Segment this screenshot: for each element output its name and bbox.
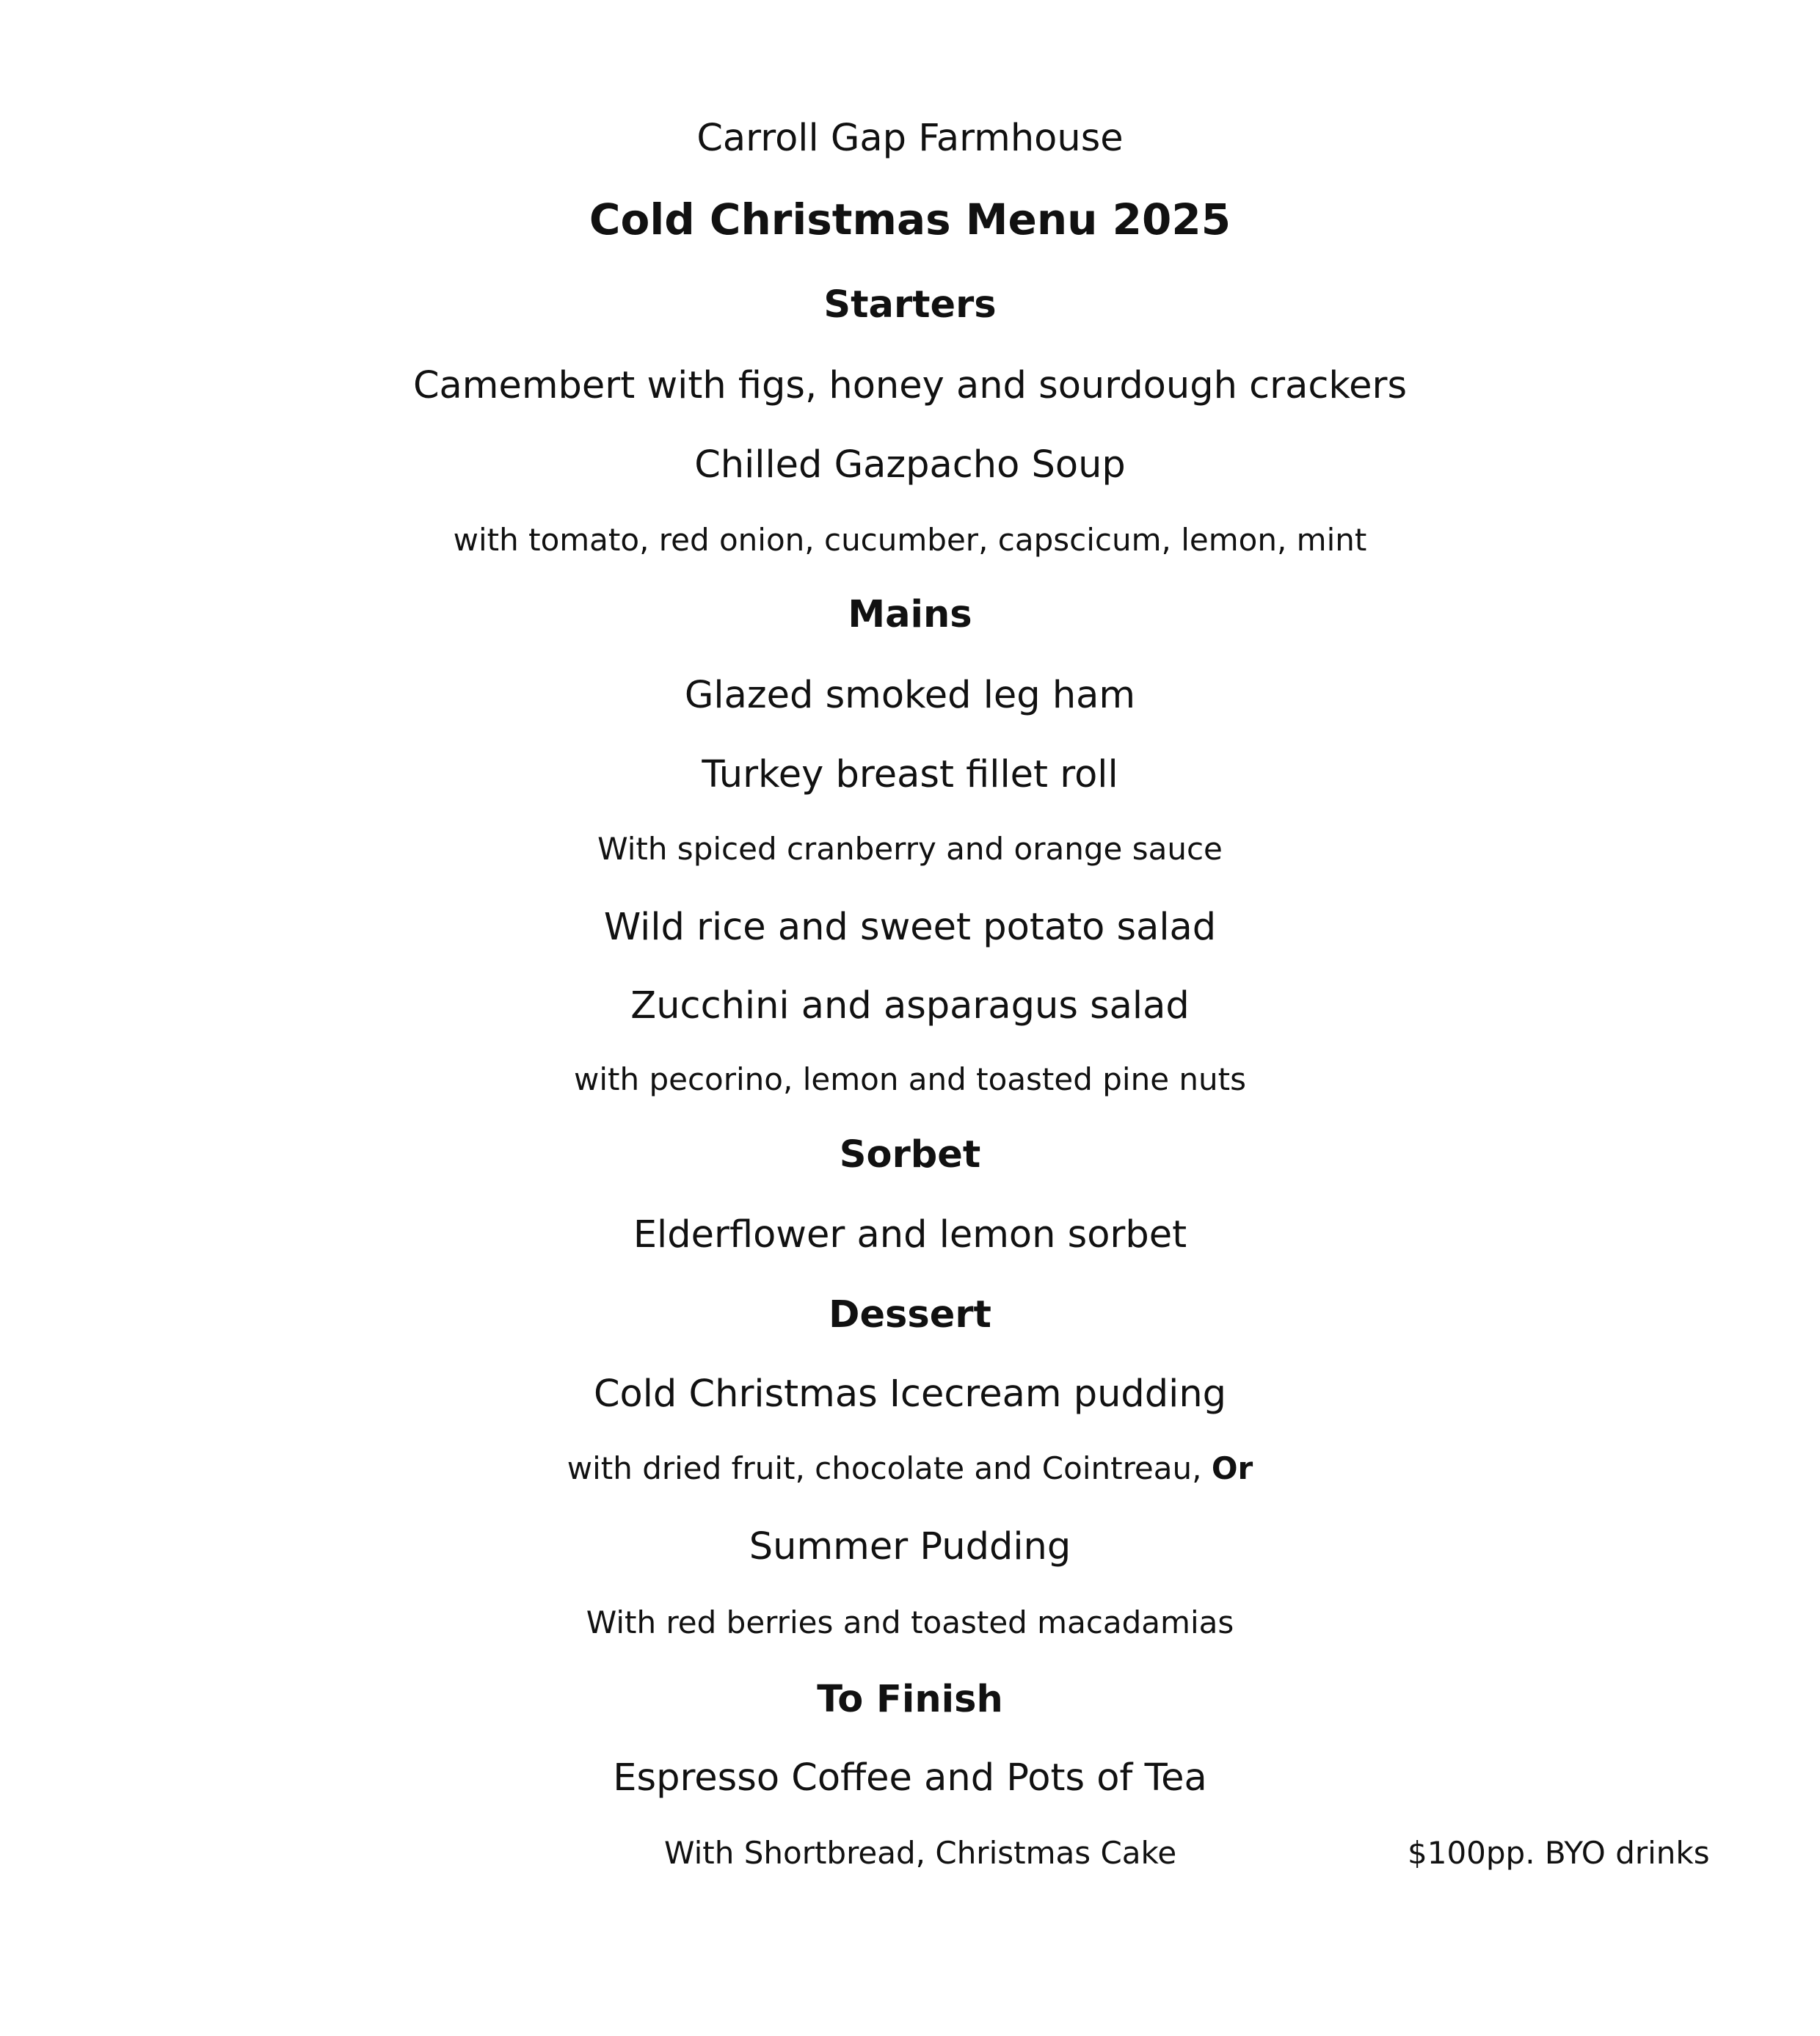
section-heading-to-finish: To Finish (817, 1678, 1003, 1721)
section-heading-mains: Mains (848, 593, 972, 636)
menu-item-wild-rice-salad: Wild rice and sweet potato salad (603, 906, 1217, 949)
section-heading-dessert: Dessert (829, 1293, 991, 1337)
menu-item-coffee-tea: Espresso Coffee and Pots of Tea (613, 1756, 1207, 1800)
menu-item-summer-pudding: Summer Pudding (749, 1525, 1071, 1568)
menu-item-summer-pudding-detail: With red berries and toasted macadamias (586, 1604, 1234, 1640)
section-heading-sorbet: Sorbet (839, 1133, 981, 1177)
menu-item-icecream-pudding-detail (0, 1450, 1820, 1486)
menu-item-coffee-tea-detail: With Shortbread, Christmas Cake (664, 1835, 1177, 1871)
menu-item-icecream-pudding: Cold Christmas Icecream pudding (593, 1373, 1227, 1416)
menu-item-gazpacho: Chilled Gazpacho Soup (694, 443, 1126, 487)
menu-item-turkey: Turkey breast fillet roll (702, 753, 1118, 796)
menu-item-camembert: Camembert with figs, honey and sourdough crackers (412, 364, 1408, 407)
venue-name: Carroll Gap Farmhouse (696, 117, 1124, 160)
menu-item-turkey-detail: With spiced cranberry and orange sauce (597, 831, 1223, 867)
menu-item-ham: Glazed smoked leg ham (684, 674, 1136, 717)
section-heading-starters: Starters (823, 283, 997, 327)
or-label: Or (1211, 1450, 1253, 1486)
price-note: $100pp. BYO drinks (1408, 1835, 1710, 1871)
menu-item-zucchini-detail: with pecorino, lemon and toasted pine nuts (574, 1061, 1246, 1097)
menu-title: Cold Christmas Menu 2025 (589, 194, 1231, 244)
icecream-pudding-detail-text: with dried fruit, chocolate and Cointreau, (567, 1450, 1202, 1486)
menu-item-sorbet: Elderflower and lemon sorbet (633, 1213, 1187, 1257)
menu-item-zucchini-salad: Zucchini and asparagus salad (630, 984, 1190, 1028)
menu-item-gazpacho-detail: with tomato, red onion, cucumber, capscicum, lemon, mint (453, 522, 1367, 558)
